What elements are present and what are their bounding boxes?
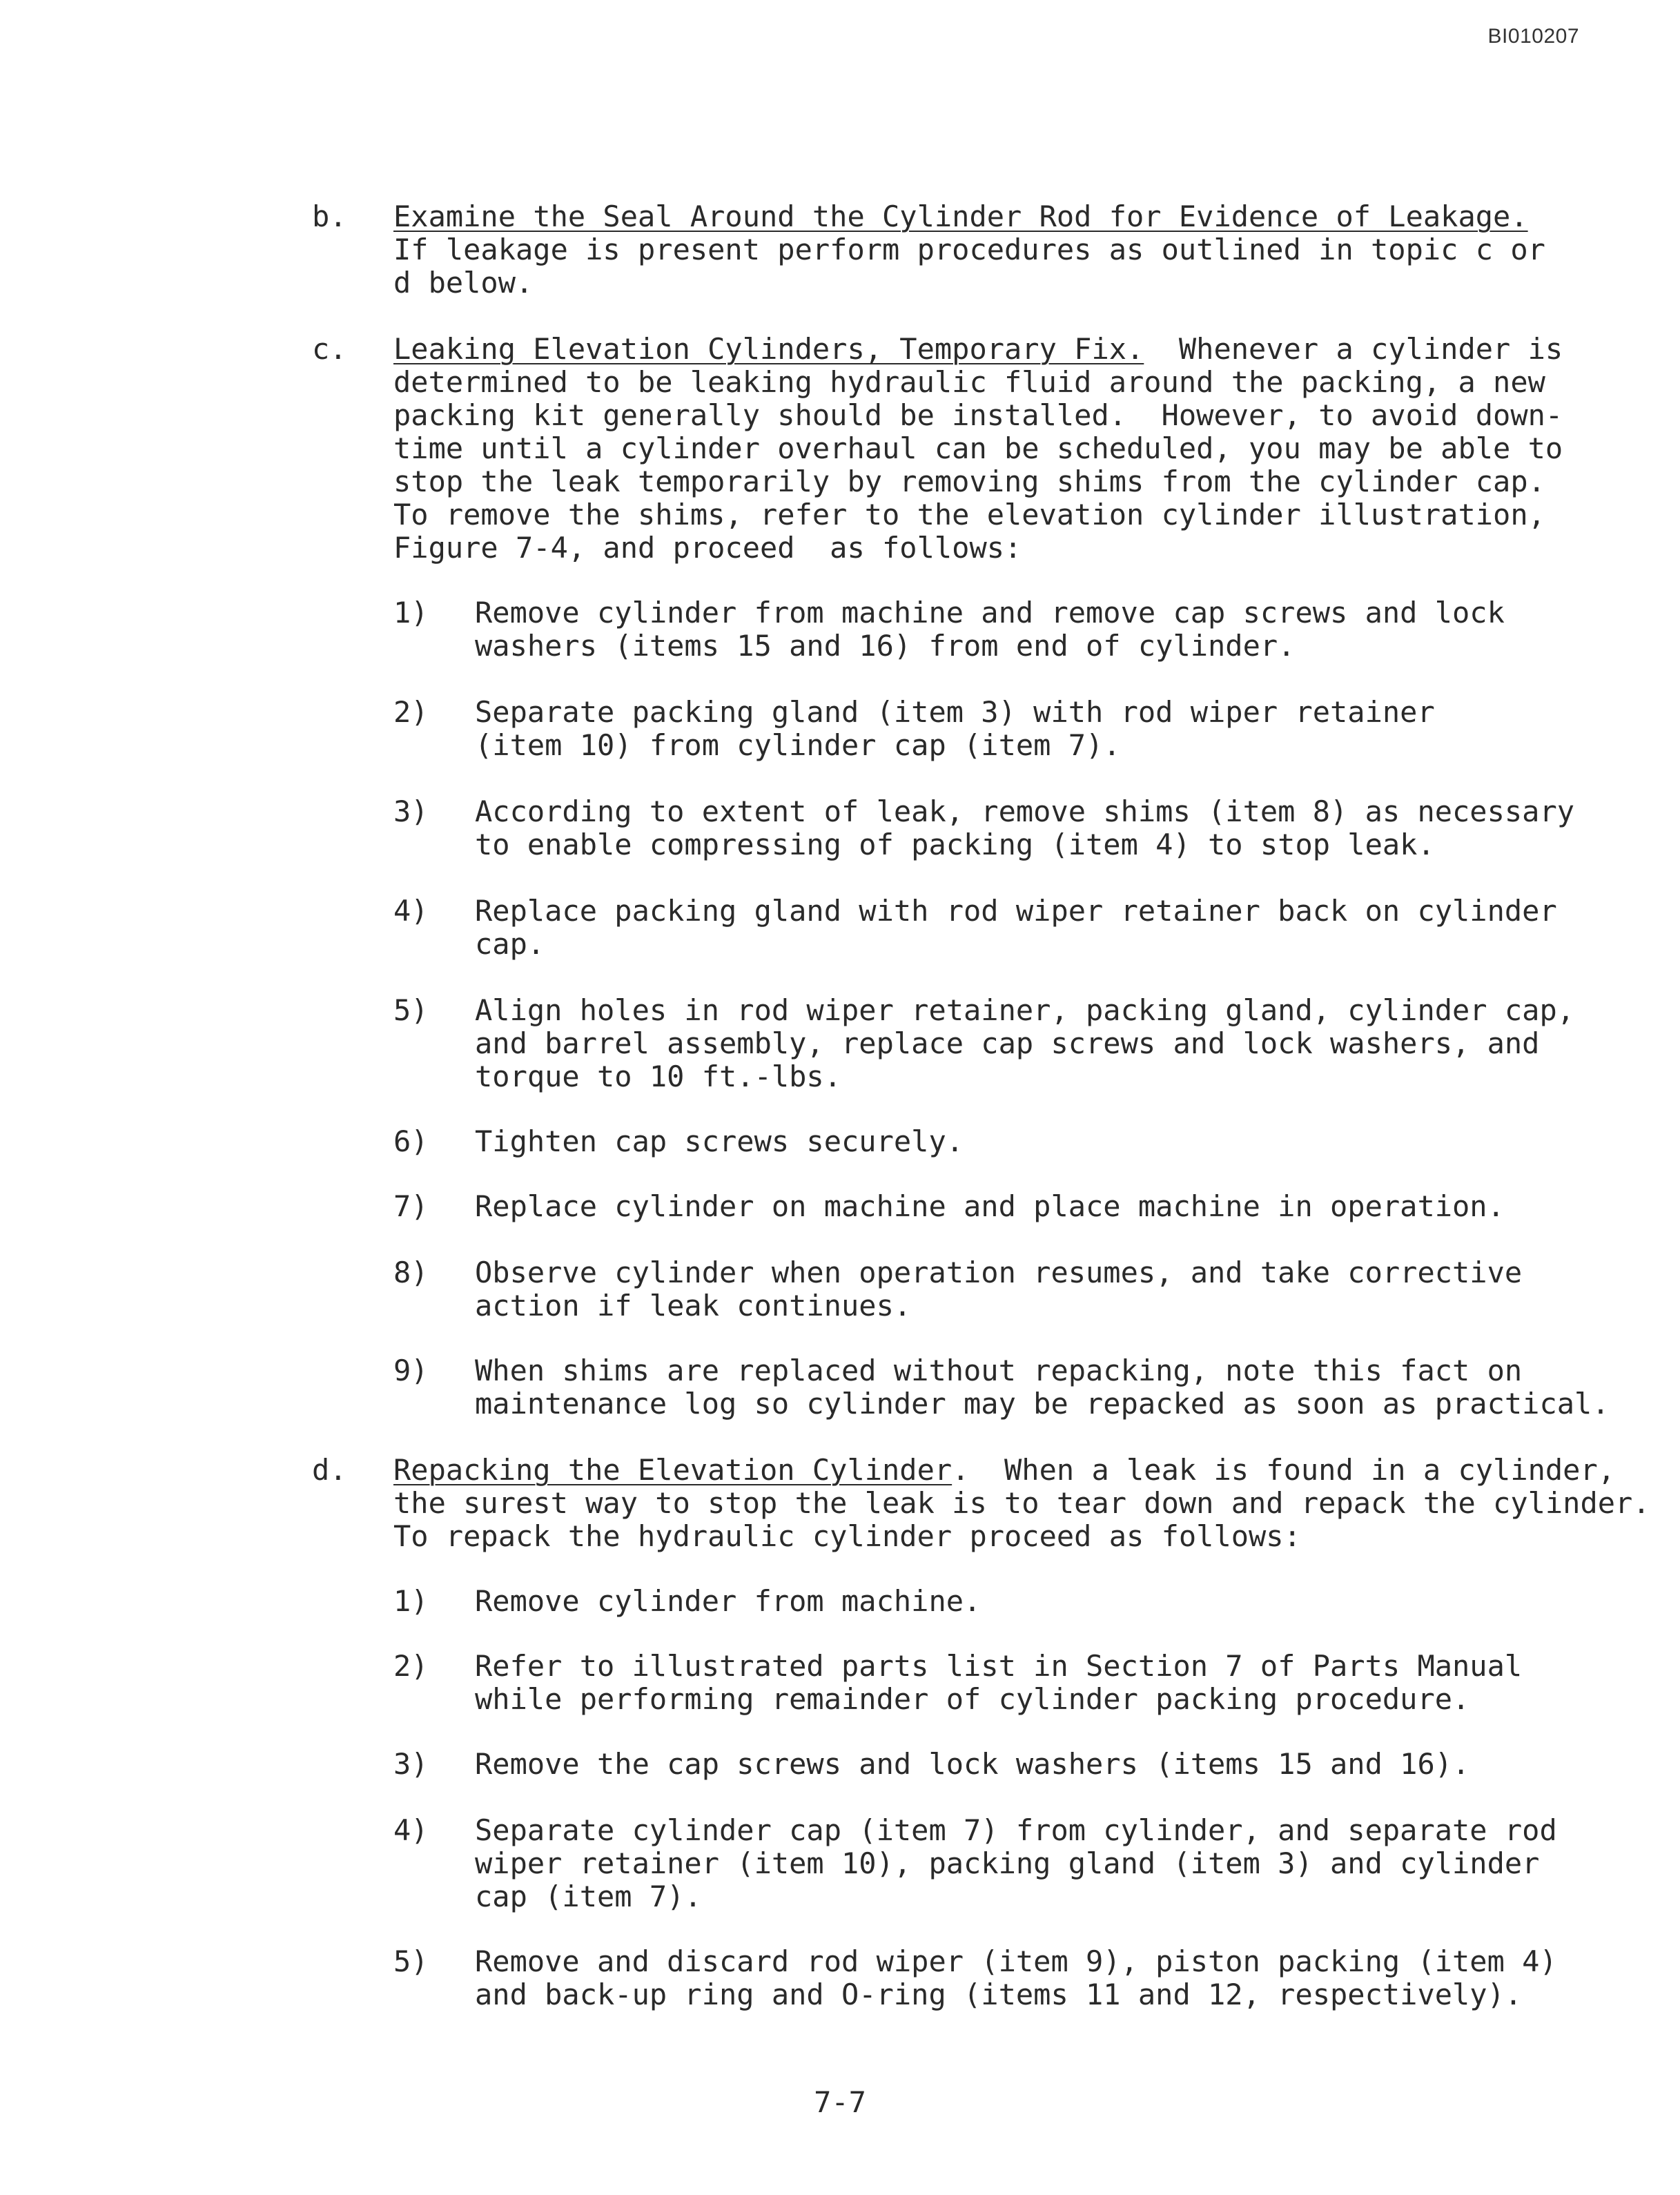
section-title: Leaking Elevation Cylinders, Temporary Fix. <box>393 332 1144 366</box>
step-number: 4) <box>393 894 429 928</box>
step-text: Tighten cap screws securely. <box>475 1124 964 1158</box>
document-id: BI010207 <box>1487 25 1579 48</box>
section-text: . When a leak is found in a cylinder, the surest way to stop the leak is to tear down and repack the cylinder. To repack the hydraulic cylinder proceed as follows: <box>393 1453 1650 1553</box>
step-text: Align holes in rod wiper retainer, packing gland, cylinder cap, and barrel assembly, replace cap screws and lock washers, and torque to 10 ft.-lbs. <box>475 993 1575 1093</box>
step-number: 1) <box>393 596 429 630</box>
step-text: Observe cylinder when operation resumes, and take corrective action if leak continues. <box>475 1256 1523 1323</box>
step-text: Separate cylinder cap (item 7) from cylinder, and separate rod wiper retainer (item 10), packing gland (item 3) and cylinder cap (item 7). <box>475 1813 1557 1913</box>
section-paragraph <box>393 200 1575 300</box>
section-text: If leakage is present perform procedures as outlined in topic c or d below. <box>393 233 1545 300</box>
step-text: Remove and discard rod wiper (item 9), piston packing (item 4) and back-up ring and O-ring (items 11 and 12, respectively). <box>475 1944 1557 2011</box>
section-paragraph <box>393 1453 1650 1553</box>
step-number: 2) <box>393 695 429 729</box>
step-number: 7) <box>393 1189 429 1223</box>
step-text: Refer to illustrated parts list in Section 7 of Parts Manual while performing remainder of cylinder packing procedure. <box>475 1649 1523 1716</box>
section-title: Examine the Seal Around the Cylinder Rod for Evidence of Leakage. <box>393 199 1528 233</box>
step-text: Remove cylinder from machine and remove cap screws and lock washers (items 15 and 16) from end of cylinder. <box>475 596 1505 663</box>
step-number: 9) <box>393 1354 429 1387</box>
section-paragraph <box>393 333 1575 565</box>
section-title: Repacking the Elevation Cylinder <box>393 1453 953 1487</box>
step-number: 5) <box>393 993 429 1027</box>
section-letter: c. <box>312 332 347 366</box>
step-number: 8) <box>393 1256 429 1289</box>
step-number: 3) <box>393 1747 429 1781</box>
section-letter: d. <box>312 1453 347 1487</box>
step-text: Remove the cap screws and lock washers (items 15 and 16). <box>475 1747 1470 1781</box>
section-text: Whenever a cylinder is determined to be leaking hydraulic fluid around the packing, a new packing kit generally should be installed. However, to avoid down- time until a cylinder overhaul can be scheduled, you may be able to stop the leak temporarily by removing shims from the cylinder cap. To remove the shims, refer to the elevation cylinder illustration, Figure 7-4, and proceed as follows: <box>393 332 1563 565</box>
step-text: Replace cylinder on machine and place machine in operation. <box>475 1189 1505 1223</box>
section-letter: b. <box>312 199 347 233</box>
step-text: Separate packing gland (item 3) with rod wiper retainer (item 10) from cylinder cap (item 7). <box>475 695 1435 762</box>
step-text: Remove cylinder from machine. <box>475 1584 981 1618</box>
step-text: When shims are replaced without repacking, note this fact on maintenance log so cylinder may be repacked as soon as practical. <box>475 1354 1610 1421</box>
step-text: Replace packing gland with rod wiper retainer back on cylinder cap. <box>475 894 1557 961</box>
step-number: 5) <box>393 1944 429 1978</box>
step-number: 6) <box>393 1124 429 1158</box>
step-text: According to extent of leak, remove shims (item 8) as necessary to enable compressing of packing (item 4) to stop leak. <box>475 794 1575 861</box>
step-number: 1) <box>393 1584 429 1618</box>
step-number: 3) <box>393 794 429 828</box>
page-number: 7-7 <box>814 2085 866 2119</box>
step-number: 4) <box>393 1813 429 1847</box>
step-number: 2) <box>393 1649 429 1683</box>
